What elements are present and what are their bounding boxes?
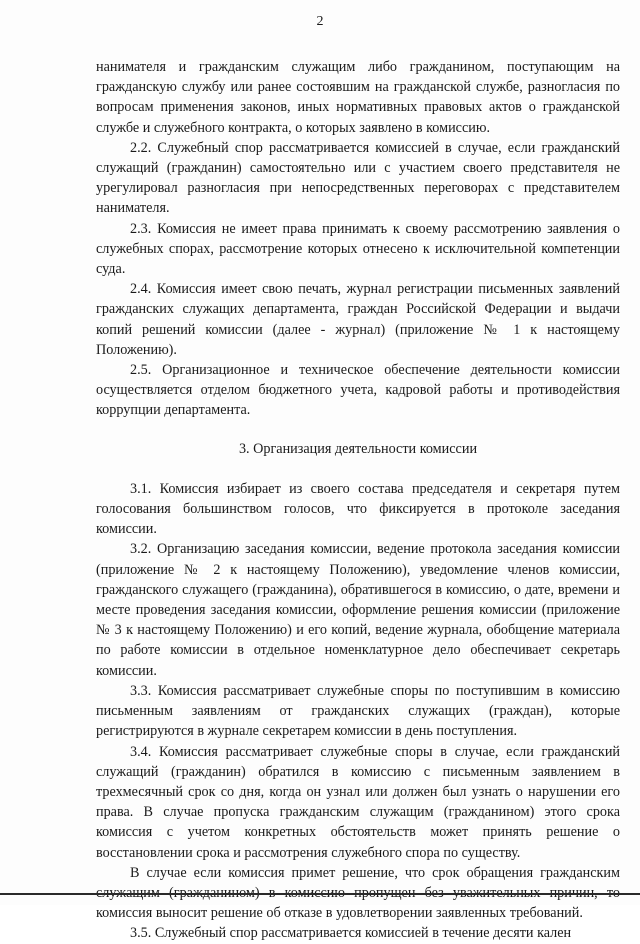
paragraph-3-2: 3.2. Организацию заседания комиссии, ведение протокола заседания комиссии (приложение № 2 к настоящему Положению), уведомление членов комиссии, гражданского служащего (гражданина), обратившегося в комиссию, о дате, времени и месте проведения заседания комиссии, оформление решения комиссии (приложение № 3 к настоящему Положению) и его копий, ведение журнала, обобщение материала по работе комиссии в отдельное номенклатурное дело обеспечивает секретарь комиссии. [96, 541, 620, 679]
paragraph-2-3: 2.3. Комиссия не имеет права принимать к своему рассмотрению заявления о служебных спорах, рассмотрение которых отнесено к исключительной компетенции суда. [96, 220, 620, 278]
paragraph-3-3: 3.3. Комиссия рассматривает служебные споры по поступившим в комиссию письменным заявлениям от гражданских служащих (граждан), которые регистрируются в журнале секретарем комиссии в день поступления. [96, 682, 620, 740]
paragraph-3-4-continued: В случае если комиссия примет решение, что срок обращения гражданским комиссия выносит решение об отказе в удовлетворении заявленных требований. [96, 864, 620, 922]
page-bottom-rule [0, 893, 640, 895]
section-heading: 3. Организация деятельности комиссии [238, 440, 478, 457]
paragraph-3-1: 3.1. Комиссия избирает из своего состава председателя и секретаря путем голосования большинством голосов, что фиксируется в протоколе заседания комиссии. [96, 480, 620, 538]
paragraph-3-5: 3.5. Служебный спор рассматривается комиссией в течение десяти кален [130, 925, 572, 942]
paragraph-continuation: нанимателя и гражданским служащим либо гражданином, поступающим на гражданскую службу или ранее состоявшим на гражданской службе, разногласия по вопросам применения законов, иных нормативных правовых актов о гражданской службе и служебного контракта, о которых заявлено в комиссию. [96, 59, 620, 136]
paragraph-2-4: 2.4. Комиссия имеет свою печать, журнал регистрации письменных заявлений гражданских служащих департамента, граждан Российской Федерации и выдачи копий решений комиссии (далее - журнал) (приложение № 1 к настоящему Положению). [96, 281, 620, 358]
document-body [96, 57, 620, 944]
page-number: 2 [316, 14, 324, 29]
paragraph-2-5: 2.5. Организационное и техническое обеспечение деятельности комиссии осуществляется отделом бюджетного учета, кадровой работы и противодействия коррупции департамента. [96, 362, 620, 419]
paragraph-2-2: 2.2. Служебный спор рассматривается комиссией в случае, если гражданский служащий (гражданин) самостоятельно или с участием своего представителя не урегулировал разногласия при непосредственных переговорах с представителем нанимателя. [96, 139, 620, 217]
paragraph-3-4: 3.4. Комиссия рассматривает служебные споры в случае, если гражданский служащий (гражданин) обратился в комиссию с письменным заявлением в трехмесячный срок со дня, когда он узнал или должен был узнать о нарушении его права. В случае пропуска гражданским служащим (гражданином) этого срока комиссия с учетом конкретных обстоятельств может принять решение о восстановлении срока и рассмотрения служебного спора по существу. [96, 743, 620, 861]
